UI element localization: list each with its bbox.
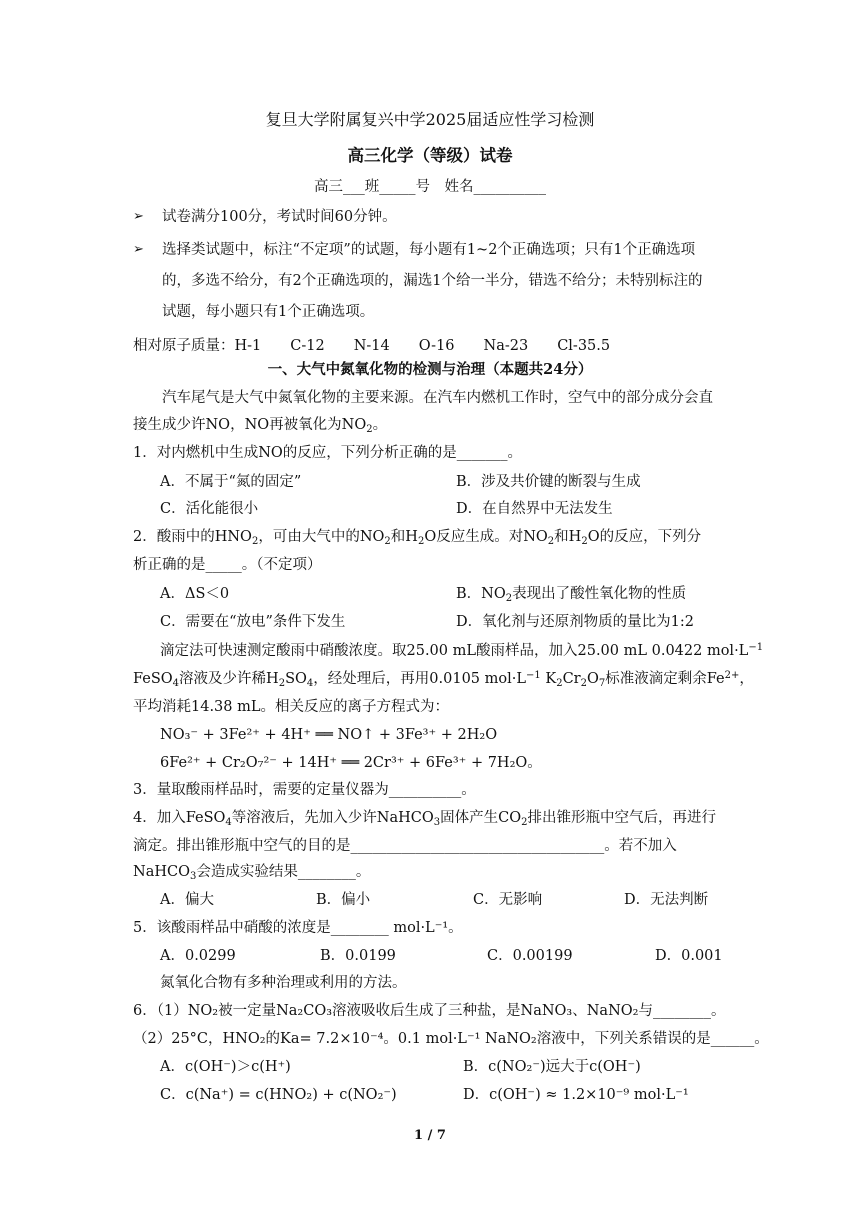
q6-option-b: B．c(NO₂⁻)远大于c(OH⁻)	[463, 1059, 641, 1075]
q4-option-a: A．偏大	[160, 892, 214, 908]
intro-line-2: 接生成少许NO，NO再被氧化为$NO_2$。	[133, 417, 388, 435]
treatment-intro: 氮氧化合物有多种治理或利用的方法。	[160, 975, 407, 991]
equation-2: 6Fe²⁺ + Cr₂O₇²⁻ + 14H⁺ ══ 2Cr³⁺ + 6Fe³⁺ + 7H₂O。	[160, 755, 542, 771]
q2-option-c: C．需要在“放电”条件下发生	[160, 614, 346, 630]
q6-option-c: C．c(Na⁺) = c(HNO₂) + c(NO₂⁻)	[160, 1087, 397, 1103]
question-2-line-1: 2．酸雨中的$HNO_2$，可由大气中的$NO_2$和$H_2O$反应生成。对$NO_2$和$H_2O$的反应，下列分	[133, 529, 702, 547]
instruction-2a: 选择类试题中，标注“不定项”的试题，每小题有1~2个正确选项；只有1个正确选项	[162, 242, 696, 258]
q5-option-d: D．0.001	[655, 948, 723, 964]
question-4-line-2: 滴定。排出锥形瓶中空气的目的是___________________________________。若不加入	[133, 838, 677, 854]
atomic-mass: 相对原子质量：H-1 C-12 N-14 O-16 Na-23 Cl-35.5	[133, 338, 611, 354]
q4-option-d: D．无法判断	[624, 892, 709, 908]
q5-option-c: C．0.00199	[487, 948, 573, 964]
intro-line-1: 汽车尾气是大气中氮氧化物的主要来源。在汽车内燃机工作时，空气中的部分成分会直	[162, 390, 713, 406]
section-title: 一、大气中氮氧化物的检测与治理（本题共24分）	[267, 361, 593, 378]
q2-option-b: B．$NO_2$表现出了酸性氧化物的性质	[456, 586, 687, 604]
q5-option-b: B．0.0199	[320, 948, 396, 964]
bullet-icon: ➢	[133, 209, 144, 224]
question-5: 5．该酸雨样品中硝酸的浓度是________ mol·L⁻¹。	[133, 920, 463, 936]
titration-line-1: 滴定法可快速测定酸雨中硝酸浓度。取25.00 mL酸雨样品，加入25.00 mL 0.0422 $mol\cdot L^{-1}$	[160, 642, 764, 659]
q2-option-a: A．ΔS＜0	[160, 586, 230, 602]
instruction-1: 试卷满分100分，考试时间60分钟。	[162, 209, 397, 225]
question-6-part-1: 6．（1）NO₂被一定量Na₂CO₃溶液吸收后生成了三种盐，是NaNO₃、NaNO₂与________。	[133, 1003, 726, 1019]
q4-option-b: B．偏小	[316, 892, 371, 908]
question-4-line-3: NaHCO$_3$会造成实验结果________。	[133, 864, 371, 882]
q6-option-a: A．c(OH⁻)＞c(H⁺)	[160, 1059, 291, 1075]
name-line: 高三___班_____号 姓名__________	[314, 179, 546, 195]
titration-line-3: 平均消耗14.38 mL。相关反应的离子方程式为：	[133, 699, 449, 715]
q1-option-d: D．在自然界中无法发生	[456, 501, 613, 517]
equation-1: NO₃⁻ + 3Fe²⁺ + 4H⁺ ══ NO↑ + 3Fe³⁺ + 2H₂O	[160, 727, 498, 743]
exam-title: 高三化学（等级）试卷	[347, 146, 513, 165]
question-2-line-2: 析正确的是_____。（不定项）	[133, 557, 322, 573]
instruction-2c: 试题，每小题只有1个正确选项。	[162, 304, 375, 320]
q1-option-c: C．活化能很小	[160, 501, 259, 517]
instruction-2b: 的，多选不给分，有2个正确选项的，漏选1个给一半分，错选不给分；未特别标注的	[162, 273, 703, 289]
question-6-part-2: （2）25°C，HNO₂的Ka= 7.2×10⁻⁴。0.1 mol·L⁻¹ NaNO₂溶液中，下列关系错误的是______。	[133, 1031, 769, 1047]
question-1: 1．对内燃机中生成NO的反应，下列分析正确的是_______。	[133, 445, 523, 461]
titration-line-2: FeSO$_4$溶液及少许稀$H_2SO_4$，经处理后，再用0.0105 $mol\cdot L^{-1}$ $K_2Cr_2O_7$标准液滴定剩余$Fe^{2+}$，	[133, 670, 754, 689]
q1-option-b: B．涉及共价键的断裂与生成	[456, 474, 641, 490]
school-title: 复旦大学附属复兴中学2025届适应性学习检测	[265, 110, 595, 129]
q1-option-a: A．不属于“氮的固定”	[160, 474, 302, 490]
q5-option-a: A．0.0299	[160, 948, 236, 964]
q6-option-d: D．c(OH⁻) ≈ 1.2×10⁻⁹ mol·L⁻¹	[463, 1087, 689, 1103]
q4-option-c: C．无影响	[473, 892, 543, 908]
question-3: 3．量取酸雨样品时，需要的定量仪器为__________。	[133, 782, 476, 798]
bullet-icon: ➢	[133, 242, 144, 257]
page-number: 1 / 7	[414, 1128, 446, 1143]
q2-option-d: D．氧化剂与还原剂物质的量比为1:2	[456, 614, 694, 630]
question-4-line-1: 4．加入FeSO$_4$等溶液后，先加入少许NaHCO$_3$固体产生$CO_2$排出锥形瓶中空气后，再进行	[133, 810, 716, 828]
